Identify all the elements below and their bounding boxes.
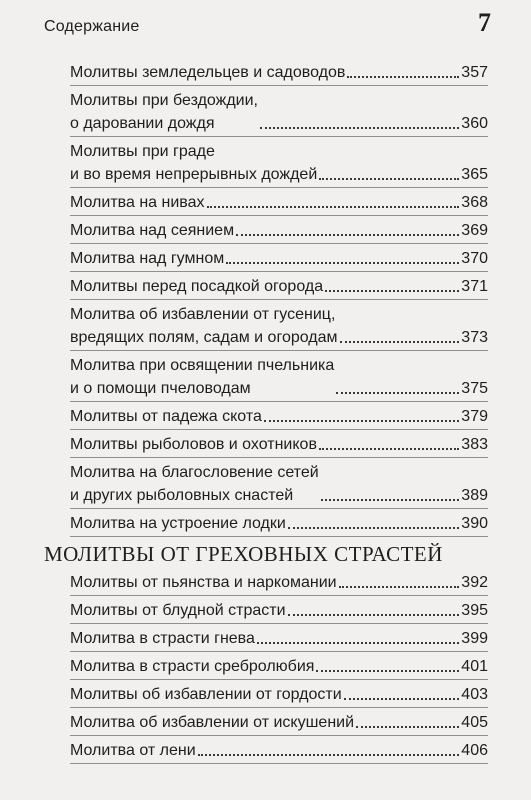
toc-entry-page: 403 <box>461 686 488 703</box>
dot-leader <box>340 341 460 343</box>
toc-entry[interactable] <box>70 652 488 680</box>
toc-entry-page: 399 <box>461 630 488 647</box>
toc-entry-line: Молитвы при граде <box>70 143 215 160</box>
toc-list <box>70 58 488 537</box>
toc-entry[interactable] <box>70 568 488 596</box>
toc-entry-page: 368 <box>461 194 488 211</box>
toc-entry-line: и других рыболовных снастей <box>70 487 294 504</box>
toc-entry[interactable] <box>70 300 488 351</box>
toc-entry-page: 375 <box>461 380 488 397</box>
dot-leader <box>356 726 459 728</box>
toc-entry-line: Молитва от лени <box>70 742 196 759</box>
toc-entry-line: Молитвы при бездождии, <box>70 92 258 109</box>
toc-entry-title <box>70 571 337 594</box>
toc-entry-line: Молитва в страсти сребролюбия <box>70 658 315 675</box>
toc-entry-page: 401 <box>461 658 488 675</box>
dot-leader <box>288 614 460 616</box>
toc-entry-line: и о помощи пчеловодам <box>70 380 251 397</box>
toc-entry-title <box>70 247 224 270</box>
toc-entry-line: Молитва об избавлении от гусениц, <box>70 306 336 323</box>
toc-entry[interactable] <box>70 430 488 458</box>
toc-entry[interactable] <box>70 137 488 188</box>
page-number: 7 <box>478 8 491 37</box>
dot-leader <box>321 499 460 501</box>
toc-entry-title <box>70 512 286 535</box>
toc-entry-page: 369 <box>461 222 488 239</box>
toc-entry-line: Молитвы об избавлении от гордости <box>70 686 342 703</box>
toc-entry-line: Молитвы рыболовов и охотников <box>70 436 317 453</box>
toc-entry[interactable] <box>70 458 488 509</box>
toc-entry-title <box>70 739 196 762</box>
toc-entry-page: 406 <box>461 742 488 759</box>
toc-entry-page: 357 <box>461 64 488 81</box>
toc-entry-line: Молитва над гумном <box>70 250 225 267</box>
toc-entry-line: Молитвы от блудной страсти <box>70 602 286 619</box>
toc-entry-line: Молитвы земледельцев и садоводов <box>70 64 346 81</box>
toc-entry-line: Молитва на устроение лодки <box>70 515 286 532</box>
toc-entry-title <box>70 140 317 186</box>
toc-entry-page: 370 <box>461 250 488 267</box>
toc-entry-line: Молитва в страсти гнева <box>70 630 255 647</box>
toc-entry-page: 395 <box>461 602 488 619</box>
dot-leader <box>336 392 459 394</box>
toc-entry[interactable] <box>70 402 488 430</box>
dot-leader <box>325 290 459 292</box>
toc-entry-page: 390 <box>461 515 488 532</box>
toc-entry-title <box>70 405 262 428</box>
toc-entry-line: вредящих полям, садам и огородам <box>70 329 338 346</box>
toc-entry-title <box>70 461 319 507</box>
toc-entry-line: Молитва на нивах <box>70 194 205 211</box>
toc-entry[interactable] <box>70 509 488 537</box>
toc-entry-line: и во время непрерывных дождей <box>70 166 318 183</box>
toc-entry[interactable] <box>70 244 488 272</box>
toc-entry-page: 383 <box>461 436 488 453</box>
toc-entry[interactable] <box>70 708 488 736</box>
toc-entry-page: 365 <box>461 166 488 183</box>
dot-leader <box>226 262 459 264</box>
dot-leader <box>264 420 459 422</box>
dot-leader <box>319 178 459 180</box>
toc-entry-title <box>70 627 255 650</box>
toc-entry[interactable] <box>70 216 488 244</box>
toc-entry[interactable] <box>70 58 488 86</box>
toc-entry-page: 371 <box>461 278 488 295</box>
toc-entry-line: Молитва при освящении пчельника <box>70 357 335 374</box>
toc-entry-title <box>70 275 323 298</box>
dot-leader <box>344 698 460 700</box>
dot-leader <box>198 754 460 756</box>
dot-leader <box>347 76 459 78</box>
toc-entry-title <box>70 61 345 84</box>
toc-entry-page: 360 <box>461 115 488 132</box>
toc-entry[interactable] <box>70 272 488 300</box>
toc-entry-line: о даровании дождя <box>70 115 215 132</box>
dot-leader <box>236 234 459 236</box>
toc-entry[interactable] <box>70 680 488 708</box>
toc-entry-title <box>70 599 286 622</box>
toc-entry-page: 392 <box>461 574 488 591</box>
toc-entry[interactable] <box>70 596 488 624</box>
dot-leader <box>207 206 460 208</box>
toc-entry-page: 389 <box>461 487 488 504</box>
toc-entry-line: Молитва об избавлении от искушений <box>70 714 355 731</box>
section-heading: МОЛИТВЫ ОТ ГРЕХОВНЫХ СТРАСТЕЙ <box>44 542 443 566</box>
toc-entry-title <box>70 655 314 678</box>
toc-entry-title <box>70 219 234 242</box>
dot-leader <box>288 527 460 529</box>
toc-entry-line: Молитвы от пьянства и наркомании <box>70 574 337 591</box>
toc-entry-title <box>70 711 354 734</box>
toc-entry-page: 373 <box>461 329 488 346</box>
toc-entry-title <box>70 354 334 400</box>
toc-entry-line: Молитва над сеянием <box>70 222 235 239</box>
running-header: Содержание <box>44 18 140 35</box>
toc-entry-line: Молитва на благословение сетей <box>70 464 319 481</box>
toc-entry-page: 405 <box>461 714 488 731</box>
toc-entry-page: 379 <box>461 408 488 425</box>
toc-entry-title <box>70 191 205 214</box>
toc-entry-line: Молитвы перед посадкой огорода <box>70 278 324 295</box>
toc-entry-title <box>70 683 342 706</box>
dot-leader <box>316 670 459 672</box>
dot-leader <box>260 127 459 129</box>
toc-entry[interactable] <box>70 188 488 216</box>
toc-entry-title <box>70 89 258 135</box>
toc-entry[interactable] <box>70 86 488 137</box>
toc-entry-title <box>70 303 338 349</box>
toc-entry[interactable] <box>70 736 488 764</box>
toc-entry-line: Молитвы от падежа скота <box>70 408 262 425</box>
toc-entry[interactable] <box>70 351 488 402</box>
toc-entry-title <box>70 433 317 456</box>
toc-list-section <box>70 568 488 764</box>
dot-leader <box>319 448 459 450</box>
dot-leader <box>339 586 460 588</box>
toc-entry[interactable] <box>70 624 488 652</box>
dot-leader <box>257 642 459 644</box>
